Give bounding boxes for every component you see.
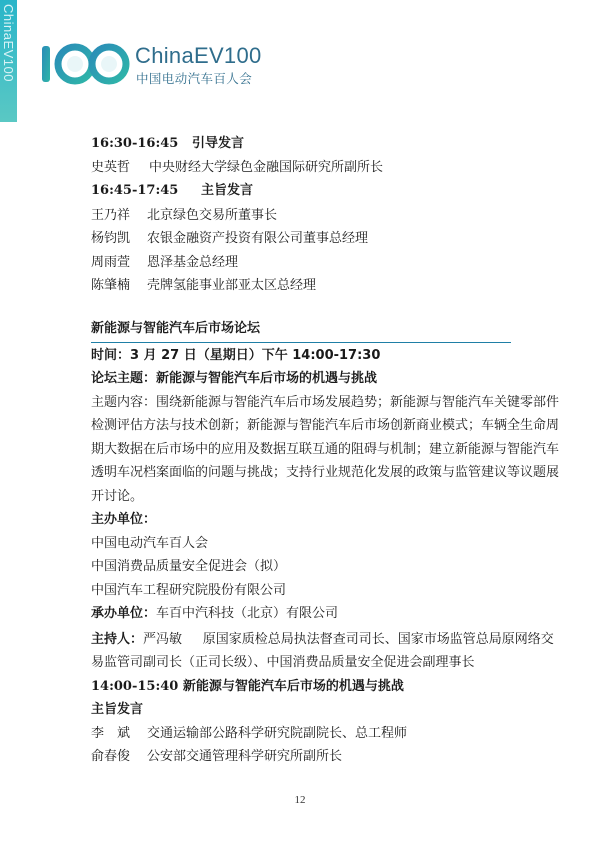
speaker-name: 杨钧凯 — [91, 231, 131, 246]
organizer-item: 中国消费品质量安全促进会（拟） — [91, 559, 287, 574]
speaker-title: 北京绿色交易所董事长 — [147, 207, 278, 223]
speaker-title: 壳牌氢能事业部亚太区总经理 — [147, 278, 317, 293]
speaker-row — [91, 722, 511, 746]
speaker-title: 农银金融资产投资有限公司董事总经理 — [147, 231, 369, 246]
co-organizer-row — [91, 602, 511, 626]
forum-theme: 论坛主题：新能源与智能汽车后市场的机遇与挑战 — [91, 371, 378, 386]
speaker-title: 交通运输部公路科学研究院副院长、总工程师 — [147, 725, 408, 741]
speaker-name: 王乃祥 — [91, 207, 131, 223]
side-watermark-strip — [0, 0, 17, 122]
host-name: 严冯敏 — [143, 631, 183, 647]
side-watermark-text: ChinaEV100 — [1, 4, 16, 82]
host-title-line2: 易监管司副司长（正司长级）、中国消费品质量安全促进会副理事长 — [91, 655, 475, 670]
content-line: 检测评估方法与技术创新；新能源与智能汽车后市场创新商业模式；车辆全生命周 — [91, 418, 560, 433]
co-organizer-label: 承办单位： — [91, 606, 157, 621]
organizer-item: 中国汽车工程研究院股份有限公司 — [91, 582, 287, 598]
brand-logo — [40, 40, 300, 94]
spacer — [91, 298, 511, 318]
organizer-item: 中国电动汽车百人会 — [91, 535, 209, 551]
guide-label: 引导发言 — [191, 136, 244, 151]
forum-time: 时间：3 月 27 日（星期日）下午 14:00-17:30 — [91, 347, 381, 363]
content-line: 透明车况档案面临的问题与挑战；支持行业规范化发展的政策与监管建议等议题展 — [91, 465, 560, 480]
logo-subtitle: 中国电动汽车百人会 — [136, 71, 253, 86]
speaker-name: 俞春俊 — [91, 749, 131, 764]
guide-speaker-row — [91, 156, 511, 180]
section-heading — [91, 675, 511, 699]
host-title-line1: 原国家质检总局执法督查司司长、国家市场监管总局原网络交 — [202, 631, 554, 647]
content-line: 期大数据在后市场中的应用及数据互联互通的阻碍与机制；建立新能源与智能汽车 — [91, 441, 560, 457]
speaker-name: 周雨萱 — [91, 254, 131, 270]
speaker-title: 恩泽基金总经理 — [147, 254, 239, 270]
keynote-time: 16:45-17:45 — [91, 183, 179, 198]
speaker-row — [91, 274, 511, 298]
guide-speech-heading — [91, 132, 511, 156]
speaker-row — [91, 251, 511, 275]
forum-title: 新能源与智能汽车后市场论坛 — [91, 318, 511, 343]
host-label: 主持人： — [91, 631, 144, 647]
content-line: 开讨论。 — [91, 488, 144, 504]
document-body — [91, 132, 560, 769]
speaker-title: 公安部交通管理科学研究所副所长 — [147, 749, 343, 764]
speaker-title: 中央财经大学绿色金融国际研究所副所长 — [149, 159, 384, 175]
speaker-name: 史英哲 — [91, 159, 131, 175]
forum-content — [91, 391, 560, 509]
speaker-row — [91, 227, 511, 251]
keynote-label: 主旨发言 — [201, 183, 254, 198]
forum-keynote-label: 主旨发言 — [91, 702, 144, 717]
co-organizer-value: 车百中汽科技（北京）有限公司 — [156, 606, 339, 621]
speaker-row — [91, 745, 511, 769]
section-time: 14:00-15:40 — [91, 678, 179, 694]
host-row — [91, 628, 554, 652]
logo-mark-icon — [40, 40, 132, 88]
keynote-heading — [91, 179, 511, 203]
speaker-name: 陈肇楠 — [91, 278, 131, 293]
organizer-label: 主办单位： — [91, 512, 157, 527]
page-number: 12 — [294, 794, 306, 806]
logo-name: ChinaEV100 — [135, 43, 262, 68]
speaker-name: 李 斌 — [91, 725, 131, 741]
speaker-row — [91, 204, 511, 228]
content-line: 主题内容：围绕新能源与智能汽车后市场发展趋势；新能源与智能汽车关键零部件 — [91, 394, 560, 410]
guide-time: 16:30-16:45 — [91, 136, 179, 151]
section-title: 新能源与智能汽车后市场的机遇与挑战 — [182, 678, 404, 694]
